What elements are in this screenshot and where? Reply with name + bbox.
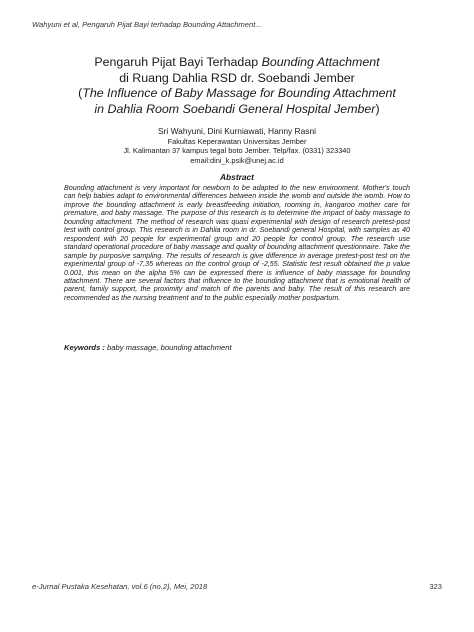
abstract-text: Bounding attachment is very important for newborn to be adapted to the new environment. Mother's touch can help babies adapt to environmental differences between inside the womb and outside the womb. How to improve the bounding attachment is early breastfeeding initiation, rooming in, kangaroo mother care for premature, and baby massage. The purpose of this research is to determine the impact of baby massage to bounding attachment. The method of research was quasi experimental with design of research pretest-post test with control group. This research is in Dahlia room in dr. Soebandi general Hospital, with samples as 40 respondent with 20 people for experimental group and 20 people for control group. The research use standard operational procedure of baby massage and quality of bounding attachment questionnaire. Take the sample by purposive sampling. The results of research is give difference in average pretest-post test on the experimental group of -7,35 whereas on the control group of -2,55. Statistic test result obtained the p value 0.001, this mean on the alpha 5% can be expressed there is influence of baby massage for bounding attachment. There are several factors that influence to the bounding attachment that is emotional health of parent, family support, the proximity and match of the parents and baby. The result of this research are recommended as the nursing treatment and to the public especially mother postpartum. bbox=[64, 184, 410, 302]
author-block bbox=[40, 126, 434, 165]
title-line-3 bbox=[40, 86, 434, 102]
title-line-4 bbox=[40, 102, 434, 118]
paper-title bbox=[40, 55, 434, 117]
title-line-2: di Ruang Dahlia RSD dr. Soebandi Jember bbox=[119, 70, 355, 85]
keywords-line bbox=[64, 343, 410, 352]
title-line-3-italic: The Influence of Baby Massage for Bounding Attachment bbox=[82, 86, 396, 100]
author-address: Jl. Kalimantan 37 kampus tegal boto Jember. Telp/fax. (0331) 323340 bbox=[123, 146, 351, 156]
footer-journal: e-Jurnal Pustaka Kesehatan, vol.6 (no.2), Mei, 2018 bbox=[32, 582, 208, 591]
title-line-4-close: ) bbox=[375, 101, 380, 116]
title-line-1-plain: Pengaruh Pijat Bayi Terhadap bbox=[94, 55, 262, 69]
page-number: 323 bbox=[429, 582, 442, 591]
author-affiliation: Fakultas Keperawatan Universitas Jember bbox=[167, 136, 307, 146]
title-line-1 bbox=[40, 55, 434, 71]
keywords-value: baby massage, bounding attachment bbox=[104, 343, 232, 352]
author-email: email:dini_k.psik@unej.ac.id bbox=[190, 155, 284, 165]
abstract-heading: Abstract bbox=[220, 172, 254, 182]
title-line-4-italic: in Dahlia Room Soebandi General Hospital Jember bbox=[94, 101, 376, 116]
title-line-1-italic: Bounding Attachment bbox=[261, 55, 380, 69]
author-names: Sri Wahyuni, Dini Kurniawati, Hanny Rasni bbox=[158, 126, 316, 136]
keywords-label: Keywords : bbox=[64, 343, 105, 352]
title-line-3-open: ( bbox=[78, 86, 83, 100]
running-head: Wahyuni et al, Pengaruh Pijat Bayi terhadap Bounding Attachment... bbox=[32, 20, 262, 29]
